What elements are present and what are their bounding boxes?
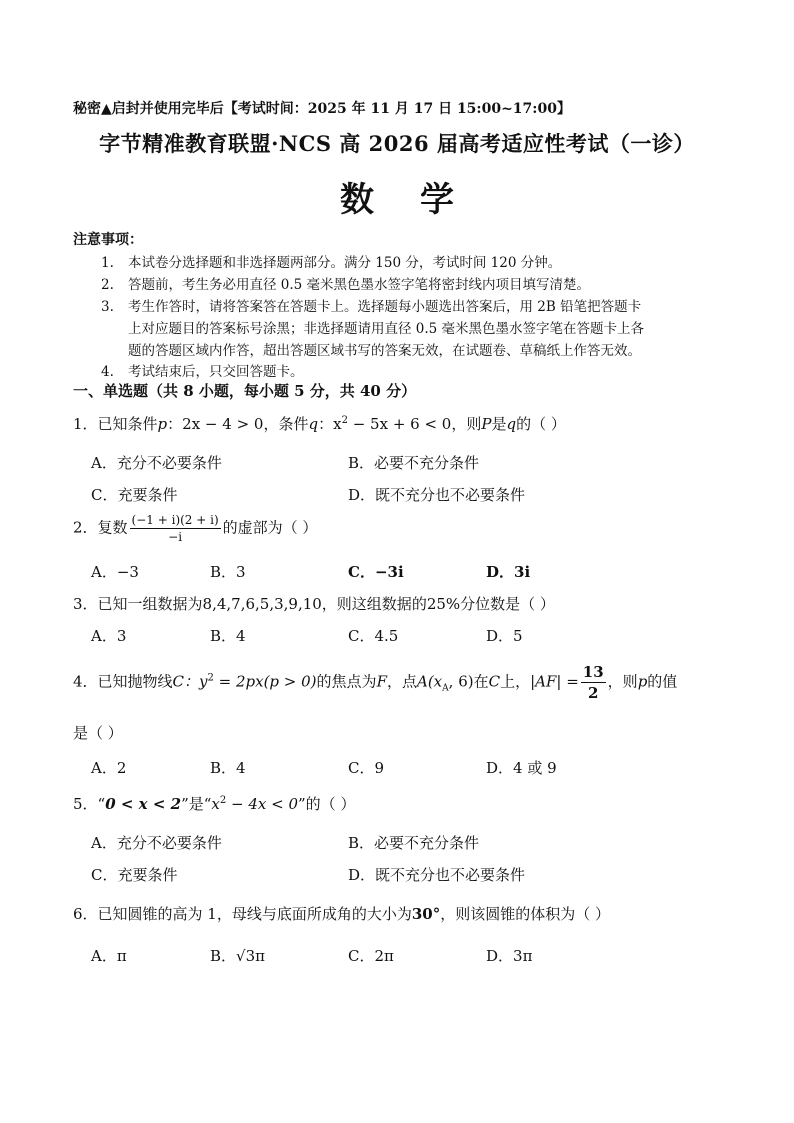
- q1-option-a: A．充分不必要条件: [91, 454, 222, 472]
- q5-option-a: A．充分不必要条件: [91, 834, 222, 852]
- notice-text: 本试卷分选择题和非选择题两部分。满分 150 分，考试时间 120 分钟。: [128, 255, 562, 271]
- q4-fraction: $\frac{13}{2}$: [582, 663, 604, 702]
- q6-option-c: C．2π: [348, 947, 394, 965]
- notice-item-3: [101, 295, 641, 315]
- question-1: 1．已知条件p：2x − 4 > 0，条件q：$x^2 - 5x + 6 < 0$，则P是q的（ ）: [73, 415, 566, 433]
- question-3: 3．已知一组数据为8,4,7,6,5,3,9,10，则这组数据的25%分位数是（ ）: [73, 595, 555, 613]
- q5-option-b: B．必要不充分条件: [348, 834, 480, 852]
- notice-item-2: [101, 273, 590, 293]
- notice-heading: 注意事项：: [73, 232, 143, 248]
- question-5: 5．“0 < x < 2”是“$x^2 - 4x < 0$”的（ ）: [73, 795, 356, 813]
- notice-item-4: [101, 360, 304, 380]
- notice-text: 答题前，考生务必用直径 0.5 毫米黑色墨水签字笔将密封线内项目填写清楚。: [128, 277, 591, 293]
- q2-fraction: $\frac{(-1 + i)(2 + i)}{-i}$: [131, 513, 219, 544]
- q3-option-a: A．3: [91, 627, 127, 645]
- q5-option-c: C．充要条件: [91, 866, 178, 884]
- notice-item-3-cont1: 上对应题目的答案标号涂黑；非选择题请用直径 0.5 毫米黑色墨水签字笔在答题卡上各: [128, 321, 645, 337]
- notice-num: 2.: [101, 277, 114, 293]
- q2-option-c: C．−3i: [348, 563, 404, 581]
- q6-option-d: D．3π: [486, 947, 533, 965]
- q4-option-a: A．2: [91, 759, 127, 777]
- secret-note: 秘密▲启封并使用完毕后【考试时间：2025 年 11 月 17 日 15:00~17:00】: [73, 101, 571, 117]
- notice-text: 考生作答时，请将答案答在答题卡上。选择题每小题选出答案后，用 2B 铅笔把答题卡: [128, 299, 642, 315]
- q6-option-b: B．√3π: [210, 947, 265, 965]
- q5-option-d: D．既不充分也不必要条件: [348, 866, 526, 884]
- q2-option-a: A．−3: [91, 563, 139, 581]
- q3-option-d: D．5: [486, 627, 523, 645]
- q4-option-b: B．4: [210, 759, 246, 777]
- section-heading: 一、单选题（共 8 小题，每小题 5 分，共 40 分）: [73, 382, 417, 400]
- q4-option-c: C．9: [348, 759, 385, 777]
- q1-option-d: D．既不充分也不必要条件: [348, 486, 526, 504]
- notice-item-3-cont2: 题的答题区域内作答，超出答题区域书写的答案无效，在试题卷、草稿纸上作答无效。: [128, 343, 641, 359]
- question-6: 6．已知圆锥的高为 1，母线与底面所成角的大小为30°，则该圆锥的体积为（ ）: [73, 905, 611, 923]
- q2-option-b: B．3: [210, 563, 246, 581]
- q1-option-c: C．充要条件: [91, 486, 178, 504]
- exam-title: 字节精准教育联盟·NCS 高 2026 届高考适应性考试（一诊）: [99, 131, 695, 156]
- notice-text: 考试结束后，只交回答题卡。: [128, 364, 304, 380]
- question-4-cont: 是（ ）: [73, 724, 123, 742]
- notice-num: 4.: [101, 364, 114, 380]
- q6-option-a: A．π: [91, 947, 127, 965]
- q3-option-c: C．4.5: [348, 627, 399, 645]
- q2-option-d: D．3i: [486, 563, 531, 581]
- notice-num: 3.: [101, 299, 114, 315]
- question-2: 2．复数 $\frac{(-1 + i)(2 + i)}{-i}$ 的虚部为（ ）: [73, 513, 318, 544]
- notice-num: 1.: [101, 255, 114, 271]
- q3-option-b: B．4: [210, 627, 246, 645]
- notice-item-1: [101, 251, 561, 271]
- q4-option-d: D．4 或 9: [486, 759, 557, 777]
- subject-title: 数学: [340, 180, 500, 220]
- q1-option-b: B．必要不充分条件: [348, 454, 480, 472]
- question-4: 4．已知抛物线C：$y^2 = 2px(p > 0)$的焦点为F，点$A(x_A$, 6)在C上，|AF| = $\frac{13}{2}$ ，则p的值: [73, 663, 678, 702]
